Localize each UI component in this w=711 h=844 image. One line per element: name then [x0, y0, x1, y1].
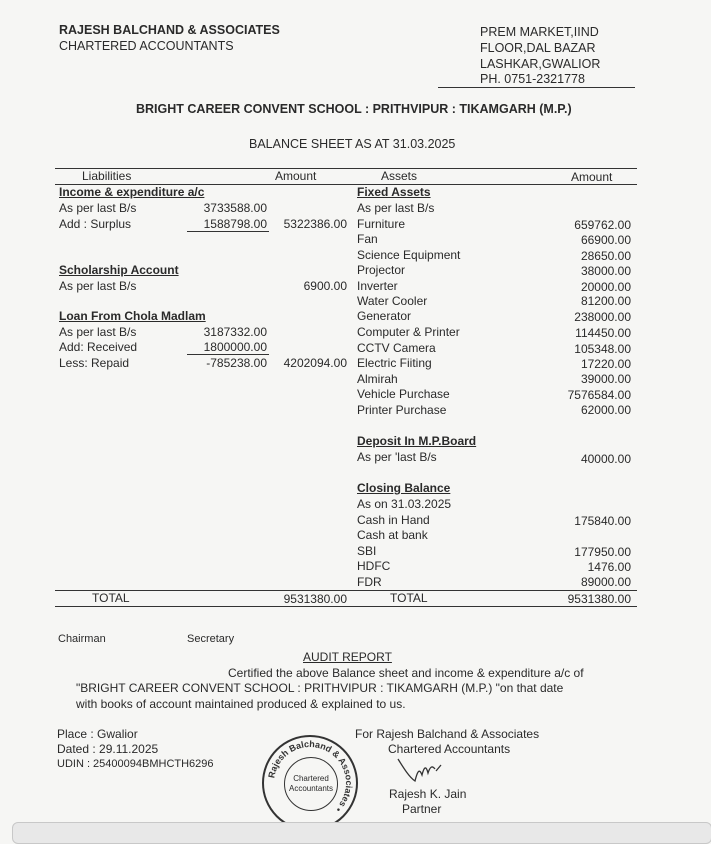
seal-inner-circle — [284, 757, 338, 811]
firm-subtitle: CHARTERED ACCOUNTANTS — [59, 39, 234, 53]
assets-total: 9531380.00 — [567, 592, 631, 606]
scholarship-row-label: As per last B/s — [59, 279, 137, 293]
firm-address-line-2: FLOOR,DAL BAZAR — [480, 41, 596, 55]
deposit-heading: Deposit In M.P.Board — [357, 434, 477, 448]
udin: UDIN : 25400094BMHCTH6296 — [57, 758, 214, 770]
loan-row-1-label: As per last B/s — [59, 325, 137, 339]
ie-row-1-sub: 3733588.00 — [203, 201, 267, 215]
place: Place : Gwalior — [57, 727, 138, 741]
for-firm: For Rajesh Balchand & Associates — [355, 727, 540, 741]
audit-line-2: "BRIGHT CAREER CONVENT SCHOOL : PRITHVIPUR : TIKAMGARH (M.P.) "on that date — [76, 681, 564, 695]
header-amount-assets: Amount — [571, 170, 613, 184]
ie-row-1-label: As per last B/s — [59, 201, 137, 215]
asset-amount: 659762.00 — [574, 218, 631, 232]
deposit-row-label: As per 'last B/s — [357, 450, 437, 464]
closing-row-label: FDR — [357, 575, 382, 589]
firm-phone: PH. 0751-2321778 — [480, 72, 585, 86]
asset-label: Almirah — [357, 372, 398, 386]
asset-amount: 81200.00 — [580, 294, 631, 308]
asset-label: Printer Purchase — [357, 403, 447, 417]
loan-row-2-label: Add: Received — [59, 340, 138, 354]
asset-label: Electric Fiiting — [357, 356, 432, 370]
asset-label: Furniture — [357, 217, 406, 231]
header-amount-liabilities: Amount — [275, 169, 317, 183]
assets-total-label: TOTAL — [390, 591, 428, 605]
closing-row-amount: 1476.00 — [587, 560, 631, 574]
secretary-label: Secretary — [187, 633, 235, 645]
sheet-title: BALANCE SHEET AS AT 31.03.2025 — [249, 137, 456, 151]
fixed-assets-subheading: As per last B/s — [357, 201, 435, 215]
asset-amount: 114450.00 — [575, 326, 631, 340]
asset-label: Projector — [357, 263, 406, 277]
ie-row-2-label: Add : Surplus — [59, 217, 132, 231]
asset-amount: 20000.00 — [580, 280, 631, 294]
loan-total: 4202094.00 — [283, 356, 347, 370]
svg-text:Rajesh Balchand & Associates •: Rajesh Balchand & Associates • — [266, 738, 355, 815]
loan-row-2-sub: 1800000.00 — [203, 340, 267, 354]
asset-label: CCTV Camera — [357, 341, 436, 355]
asset-amount: 39000.00 — [580, 372, 631, 386]
firm-name: RAJESH BALCHAND & ASSOCIATES — [59, 23, 280, 37]
deposit-amount: 40000.00 — [580, 452, 631, 466]
asset-amount: 7576584.00 — [567, 388, 631, 402]
liabilities-total-label: TOTAL — [92, 591, 130, 605]
chairman-label: Chairman — [58, 633, 106, 645]
income-expenditure-heading: Income & expenditure a/c — [59, 185, 205, 199]
viewer-bottom-bar — [12, 822, 711, 844]
asset-amount: 62000.00 — [580, 403, 631, 417]
liabilities-total: 9531380.00 — [283, 592, 347, 606]
closing-row-label: Cash in Hand — [357, 513, 430, 527]
signer-name: Rajesh K. Jain — [389, 787, 467, 801]
loan-subtotal-rule — [187, 354, 269, 355]
ie-row-2-sub: 1588798.00 — [203, 217, 267, 231]
asset-amount: 105348.00 — [574, 342, 631, 356]
firm-address-line-3: LASHKAR,GWALIOR — [480, 57, 601, 71]
closing-row-label: Cash at bank — [357, 528, 428, 542]
asset-label: Fan — [357, 232, 378, 246]
loan-row-3-label: Less: Repaid — [59, 356, 130, 370]
firm-seal-stamp — [262, 735, 358, 831]
closing-balance-heading: Closing Balance — [357, 481, 451, 495]
ie-total: 5322386.00 — [283, 217, 347, 231]
fixed-assets-heading: Fixed Assets — [357, 185, 431, 199]
asset-amount: 17220.00 — [580, 357, 631, 371]
firm-address-line-1: PREM MARKET,IIND — [480, 25, 599, 39]
closing-row-label: HDFC — [357, 559, 391, 573]
signer-role: Partner — [402, 802, 442, 816]
closing-row-label: As on 31.03.2025 — [357, 497, 452, 511]
total-bottom-rule — [55, 606, 637, 607]
table-top-rule — [55, 168, 637, 169]
dated: Dated : 29.11.2025 — [57, 742, 159, 756]
asset-label: Science Equipment — [357, 248, 461, 262]
loan-row-1-sub: 3187332.00 — [203, 325, 267, 339]
loan-row-3-sub: -785238.00 — [206, 356, 267, 370]
chartered-accountants: Chartered Accountants — [388, 742, 511, 756]
closing-row-amount: 177950.00 — [574, 545, 631, 559]
asset-amount: 28650.00 — [580, 249, 631, 263]
closing-row-amount: 89000.00 — [580, 575, 631, 589]
asset-label: Vehicle Purchase — [357, 387, 450, 401]
scholarship-amount: 6900.00 — [303, 279, 347, 293]
scholarship-heading: Scholarship Account — [59, 263, 179, 277]
seal-text-1: Chartered — [293, 774, 329, 783]
header-assets: Assets — [381, 169, 418, 183]
asset-amount: 38000.00 — [580, 264, 631, 278]
asset-label: Generator — [357, 309, 412, 323]
asset-label: Inverter — [357, 279, 398, 293]
audit-line-1: Certified the above Balance sheet and income & expenditure a/c of — [228, 666, 584, 680]
asset-label: Computer & Printer — [357, 325, 460, 339]
loan-heading: Loan From Chola Madlam — [59, 309, 206, 323]
school-title: BRIGHT CAREER CONVENT SCHOOL : PRITHVIPUR : TIKAMGARH (M.P.) — [136, 102, 572, 116]
total-top-rule — [55, 590, 637, 591]
audit-report-heading: AUDIT REPORT — [303, 650, 392, 664]
header-rule — [438, 87, 635, 88]
audit-line-3: with books of account maintained produced & explained to us. — [76, 697, 406, 711]
ie-subtotal-rule — [187, 231, 269, 232]
header-liabilities: Liabilities — [82, 169, 132, 183]
seal-text-2: Accountants — [288, 784, 334, 793]
signature-icon — [395, 755, 445, 785]
closing-row-amount: 175840.00 — [574, 514, 631, 528]
asset-amount: 66900.00 — [580, 233, 631, 247]
asset-label: Water Cooler — [357, 294, 428, 308]
closing-row-label: SBI — [357, 544, 377, 558]
asset-amount: 238000.00 — [574, 310, 631, 324]
